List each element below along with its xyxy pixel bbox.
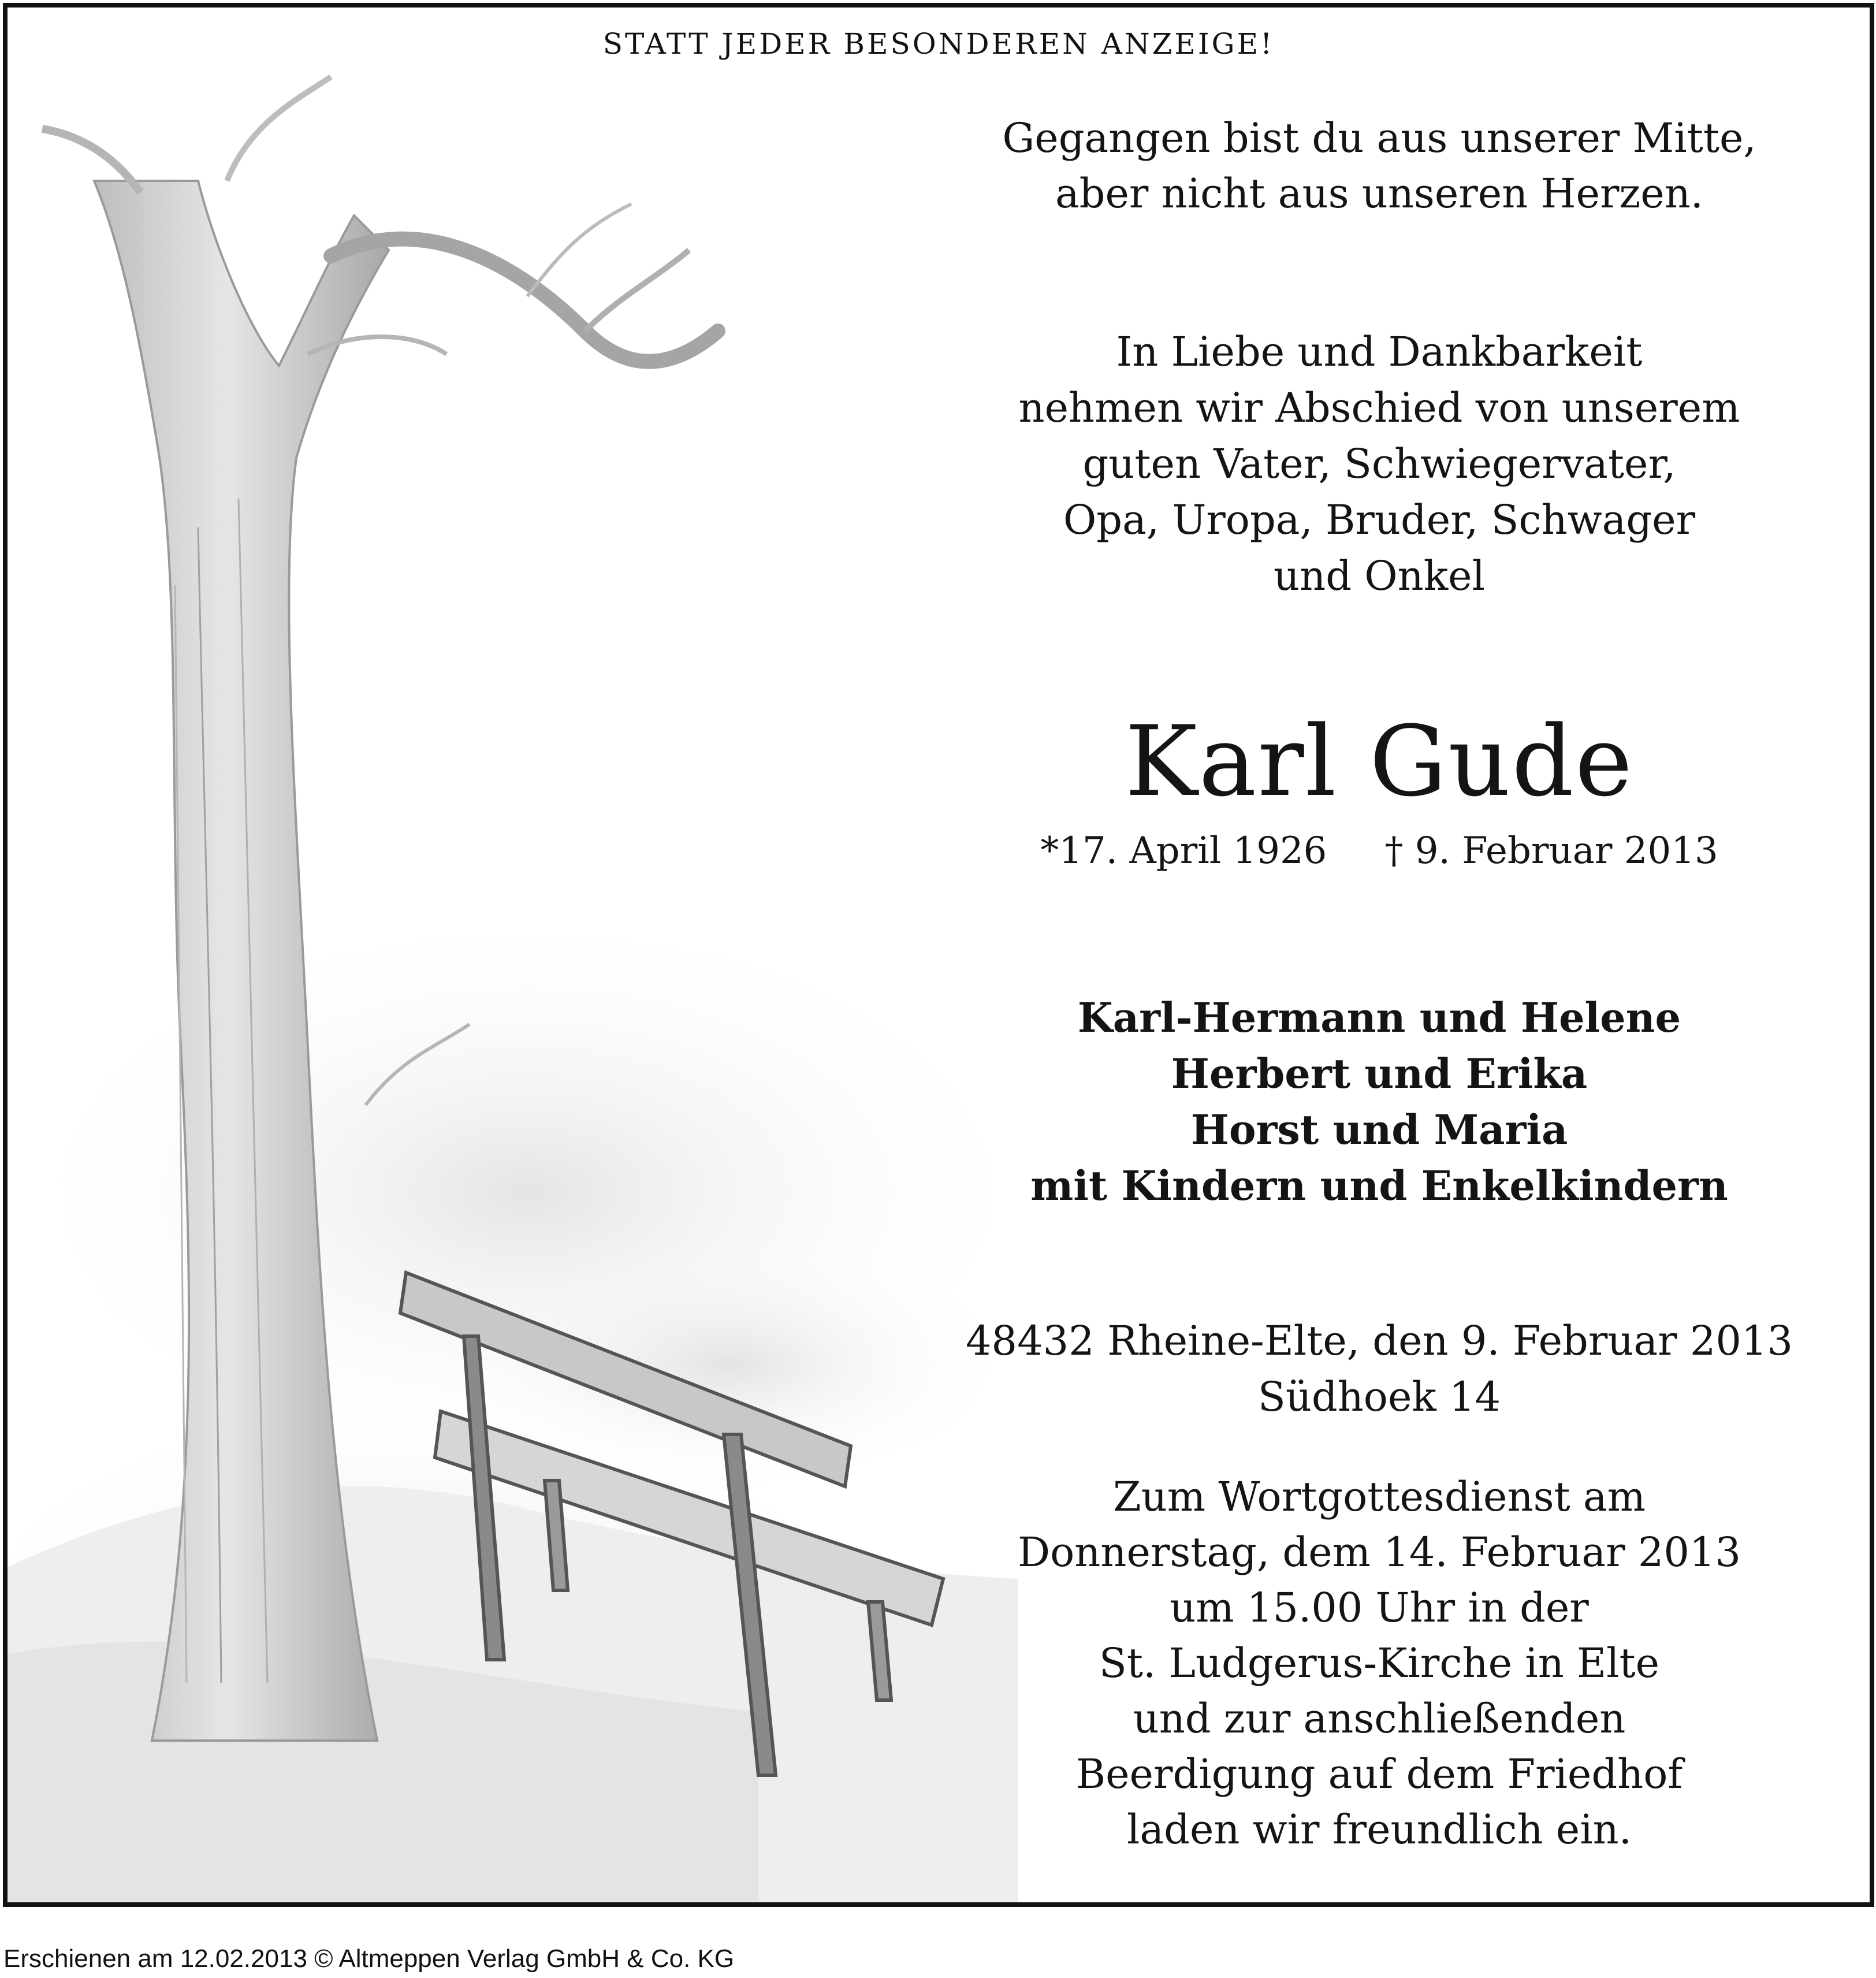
service-line: Zum Wortgottesdienst am [1113, 1473, 1646, 1520]
obituary-frame [3, 3, 1874, 1907]
service-line: Beerdigung auf dem Friedhof [1075, 1750, 1683, 1798]
farewell-line: Opa, Uropa, Bruder, Schwager [1063, 496, 1696, 544]
farewell-text [949, 324, 1810, 604]
publication-footer: Erschienen am 12.02.2013 © Altmeppen Verlag GmbH & Co. KG [3, 1944, 735, 1973]
service-line: Donnerstag, dem 14. Februar 2013 [1018, 1529, 1741, 1576]
motto-line: aber nicht aus unseren Herzen. [1055, 170, 1704, 217]
death-date: † 9. Februar 2013 [1384, 830, 1718, 872]
address [949, 1313, 1810, 1425]
service-line: laden wir freundlich ein. [1127, 1806, 1632, 1853]
address-line: Südhoek 14 [1257, 1373, 1501, 1421]
tree-and-bench-drawing [8, 8, 1018, 1902]
farewell-line: guten Vater, Schwiegervater, [1082, 440, 1676, 488]
family-line: Karl-Hermann und Helene [1077, 994, 1681, 1042]
life-dates [949, 825, 1810, 877]
header-notice: STATT JEDER BESONDEREN ANZEIGE! [602, 27, 1275, 61]
farewell-line: In Liebe und Dankbarkeit [1116, 328, 1643, 375]
deceased-name: Karl Gude [1125, 705, 1634, 818]
service-info [949, 1469, 1810, 1857]
service-line: und zur anschließenden [1133, 1695, 1626, 1742]
motto-line: Gegangen bist du aus unserer Mitte, [1002, 114, 1756, 162]
farewell-line: nehmen wir Abschied von unserem [1018, 384, 1740, 432]
family-names [949, 990, 1810, 1214]
birth-date: *17. April 1926 [1040, 830, 1327, 872]
service-line: um 15.00 Uhr in der [1170, 1584, 1589, 1631]
family-line: Herbert und Erika [1171, 1050, 1588, 1098]
service-line: St. Ludgerus-Kirche in Elte [1099, 1639, 1660, 1687]
family-line: mit Kindern und Enkelkindern [1030, 1162, 1728, 1210]
family-line: Horst und Maria [1190, 1106, 1568, 1154]
address-line: 48432 Rheine-Elte, den 9. Februar 2013 [966, 1317, 1793, 1364]
farewell-line: und Onkel [1274, 552, 1485, 600]
motto [949, 110, 1810, 221]
